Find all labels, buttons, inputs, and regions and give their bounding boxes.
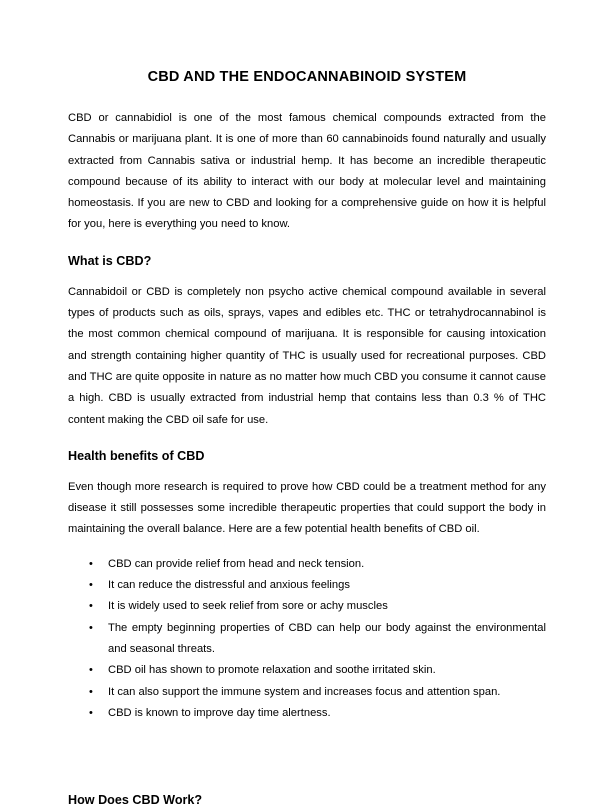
list-item-label: CBD can provide relief from head and neck tension. [108, 557, 365, 570]
bullet-icon: • [89, 579, 93, 592]
list-item [68, 575, 546, 596]
intro-paragraph: CBD or cannabidiol is one of the most famous chemical compounds extracted from the Cannabis or marijuana plant. It is one of more than 60 cannabinoids found naturally and usually extracted from Cannabis sativa or industrial hemp. It has become an incredible therapeutic compound because of its ability to interact with our body at molecular level and maintaining homeostasis. If you are new to CBD and looking for a comprehensive guide on how it is helpful for you, here is everything you need to know. [68, 112, 546, 231]
list-item-label: It is widely used to seek relief from sore or achy muscles [108, 600, 388, 613]
bullet-icon: • [89, 600, 93, 613]
list-item [68, 682, 546, 703]
list-item [68, 554, 546, 575]
health-benefits-list [68, 554, 546, 724]
bullet-icon: • [89, 621, 93, 634]
list-item-label: It can also support the immune system and increases focus and attention span. [108, 685, 501, 698]
bullet-icon: • [89, 706, 93, 719]
list-item-label: CBD oil has shown to promote relaxation and soothe irritated skin. [108, 664, 436, 677]
page-title: CBD AND THE ENDOCANNABINOID SYSTEM [147, 69, 467, 85]
list-item-label: The empty beginning properties of CBD can help our body against the environmental and seasonal threats. [108, 621, 546, 655]
section-paragraph-what-is-cbd: Cannabidoil or CBD is completely non psycho active chemical compound available in several types of products such as oils, sprays, vapes and edibles etc. THC or tetrahydrocannabinol is the most common chemical compound of marijuana. It is responsible for causing intoxication and strength containing higher quantity of THC is usually used for recreational purposes. CBD and THC are quite opposite in nature as no matter how much CBD you consume it cannot cause a high. CBD is usually extracted from industrial hemp that contains less than 0.3 % of THC content making the CBD oil safe for use. [68, 285, 546, 426]
list-item [68, 618, 546, 661]
section-heading-how-does-cbd-work: How Does CBD Work? [68, 793, 203, 808]
list-item [68, 596, 546, 617]
bullet-icon: • [89, 557, 93, 570]
document-body [68, 0, 546, 808]
list-item [68, 703, 546, 724]
list-item [68, 660, 546, 681]
section-heading-health-benefits: Health benefits of CBD [68, 448, 205, 463]
list-item-label: CBD is known to improve day time alertness. [108, 706, 331, 719]
bullet-icon: • [89, 664, 93, 677]
section-heading-what-is-cbd: What is CBD? [68, 253, 152, 268]
list-item-label: It can reduce the distressful and anxious feelings [108, 579, 350, 592]
bullet-icon: • [89, 685, 93, 698]
section-paragraph-health-benefits: Even though more research is required to prove how CBD could be a treatment method for any disease it still possesses some incredible therapeutic properties that could support the body in maintaining the overall balance. Here are a few potential health benefits of CBD oil. [68, 480, 546, 536]
